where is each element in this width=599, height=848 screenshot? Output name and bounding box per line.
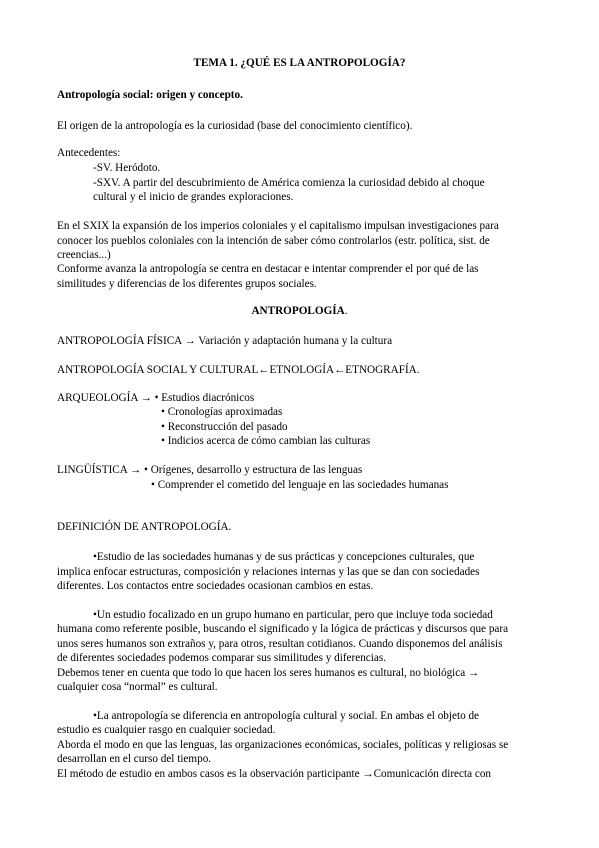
definicion-p2-line: •Un estudio focalizado en un grupo humano en particular, pero que incluye toda sociedad: [93, 609, 493, 621]
definicion-p3-tail: Comunicación directa con: [373, 768, 492, 780]
antropologia-heading-text: ANTROPOLOGÍA: [251, 305, 345, 317]
social-line: [57, 363, 420, 378]
arrow-left-icon: ←: [334, 364, 346, 376]
arqueologia-label: ARQUEOLOGÍA: [57, 392, 138, 404]
definicion-p1-line: implica enfocar estructuras, composición y relaciones internas y las que se dan con sociedades: [57, 566, 480, 578]
arqueologia-item: • Estudios diacrónicos: [154, 392, 255, 404]
linguistica-label: LINGÜÍSTICA: [57, 464, 128, 476]
etnologia-label: ETNOLOGÍA: [269, 364, 335, 376]
definicion-p1-line: diferentes. Los contactos entre sociedades ocasionan cambios en estas.: [57, 580, 374, 592]
sxix-line-1: En el SXIX la expansión de los imperios coloniales y el capitalismo impulsan investigaciones para: [57, 220, 499, 232]
definicion-p2-line: cualquier cosa “normal” es cultural.: [57, 681, 218, 693]
arqueologia-item: • Reconstrucción del pasado: [161, 421, 288, 433]
etnografia-label: ETNOGRAFÍA.: [345, 364, 420, 376]
arrow-right-icon: →: [130, 464, 142, 476]
sxix-line-3: creencias...): [57, 249, 111, 261]
antecedentes-item-1: -SV. Heródoto.: [93, 162, 161, 174]
definicion-p1-line: •Estudio de las sociedades humanas y de sus prácticas y concepciones culturales, que: [93, 551, 475, 563]
antecedentes-label: Antecedentes:: [57, 147, 121, 159]
antecedentes-item-2-line-2: cultural y el inicio de grandes exploraciones.: [93, 191, 294, 203]
antropologia-heading: [0, 304, 599, 319]
definicion-p3-line: desarrollan en el curso del tiempo.: [57, 753, 212, 765]
definicion-p2-line: humana como referente posible, buscando el significado y la lógica de prácticas y discursos que para: [57, 623, 509, 635]
definicion-heading: DEFINICIÓN DE ANTROPOLOGÍA.: [57, 521, 232, 533]
linguistica-item: • Comprender el cometido del lenguaje en las sociedades humanas: [151, 479, 449, 491]
antropologia-heading-period: .: [344, 305, 348, 317]
definicion-p3-line: Aborda el modo en que las lenguas, las organizaciones económicas, sociales, políticas y religiosas se: [57, 739, 509, 751]
linguistica-line: [57, 463, 362, 478]
linguistica-item: • Orígenes, desarrollo y estructura de las lenguas: [144, 464, 363, 476]
definicion-p3-line: [57, 767, 491, 782]
sxix-line-2: conocer los pueblos coloniales con la intención de saber cómo controlarlos (estr. política, sist. de: [57, 235, 490, 247]
definicion-p3-line: •La antropología se diferencia en antropología cultural y social. En ambas el objeto de: [93, 710, 480, 722]
sxix-line-5: similitudes y diferencias de los diferentes grupos sociales.: [57, 278, 317, 290]
definicion-p3-line: estudio es cualquier rasgo en cualquier sociedad.: [57, 724, 276, 736]
arrow-right-icon: →: [362, 768, 374, 780]
definicion-p2-line: unos seres humanos son extraños y, para otros, resultan cotidianos. Cuando disponemos del análisis: [57, 638, 503, 650]
fisica-label: ANTROPOLOGÍA FÍSICA: [57, 335, 182, 347]
origin-paragraph: El origen de la antropología es la curiosidad (base del conocimiento científico).: [57, 120, 413, 132]
arrow-right-icon: →: [468, 667, 480, 679]
definicion-p2-line: de diferentes sociedades podemos comparar sus similitudes y diferencias.: [57, 652, 386, 664]
arrow-left-icon: ←: [258, 364, 270, 376]
arqueologia-line: [57, 391, 254, 406]
antecedentes-item-2-line-1: -SXV. A partir del descubrimiento de América comienza la curiosidad debido al choque: [93, 177, 485, 189]
social-label: ANTROPOLOGÍA SOCIAL Y CULTURAL: [57, 364, 259, 376]
definicion-p2-text: Debemos tener en cuenta que todo lo que hacen los seres humanos es cultural, no biológica: [57, 667, 466, 679]
section-subtitle: Antropología social: origen y concepto.: [57, 89, 243, 101]
sxix-line-4: Conforme avanza la antropología se centra en destacar e intentar comprender el por qué de las: [57, 263, 479, 275]
definicion-p3-text: El método de estudio en ambos casos es la observación participante: [57, 768, 360, 780]
fisica-text: Variación y adaptación humana y la cultura: [198, 335, 393, 347]
fisica-line: [57, 334, 392, 349]
definicion-p2-line: [57, 666, 479, 681]
arrow-right-icon: →: [140, 392, 152, 404]
arqueologia-item: • Cronologías aproximadas: [161, 406, 283, 418]
document-title: TEMA 1. ¿QUÉ ES LA ANTROPOLOGÍA?: [193, 57, 406, 69]
arqueologia-item: • Indicios acerca de cómo cambian las culturas: [161, 435, 371, 447]
arrow-right-icon: →: [184, 335, 196, 347]
